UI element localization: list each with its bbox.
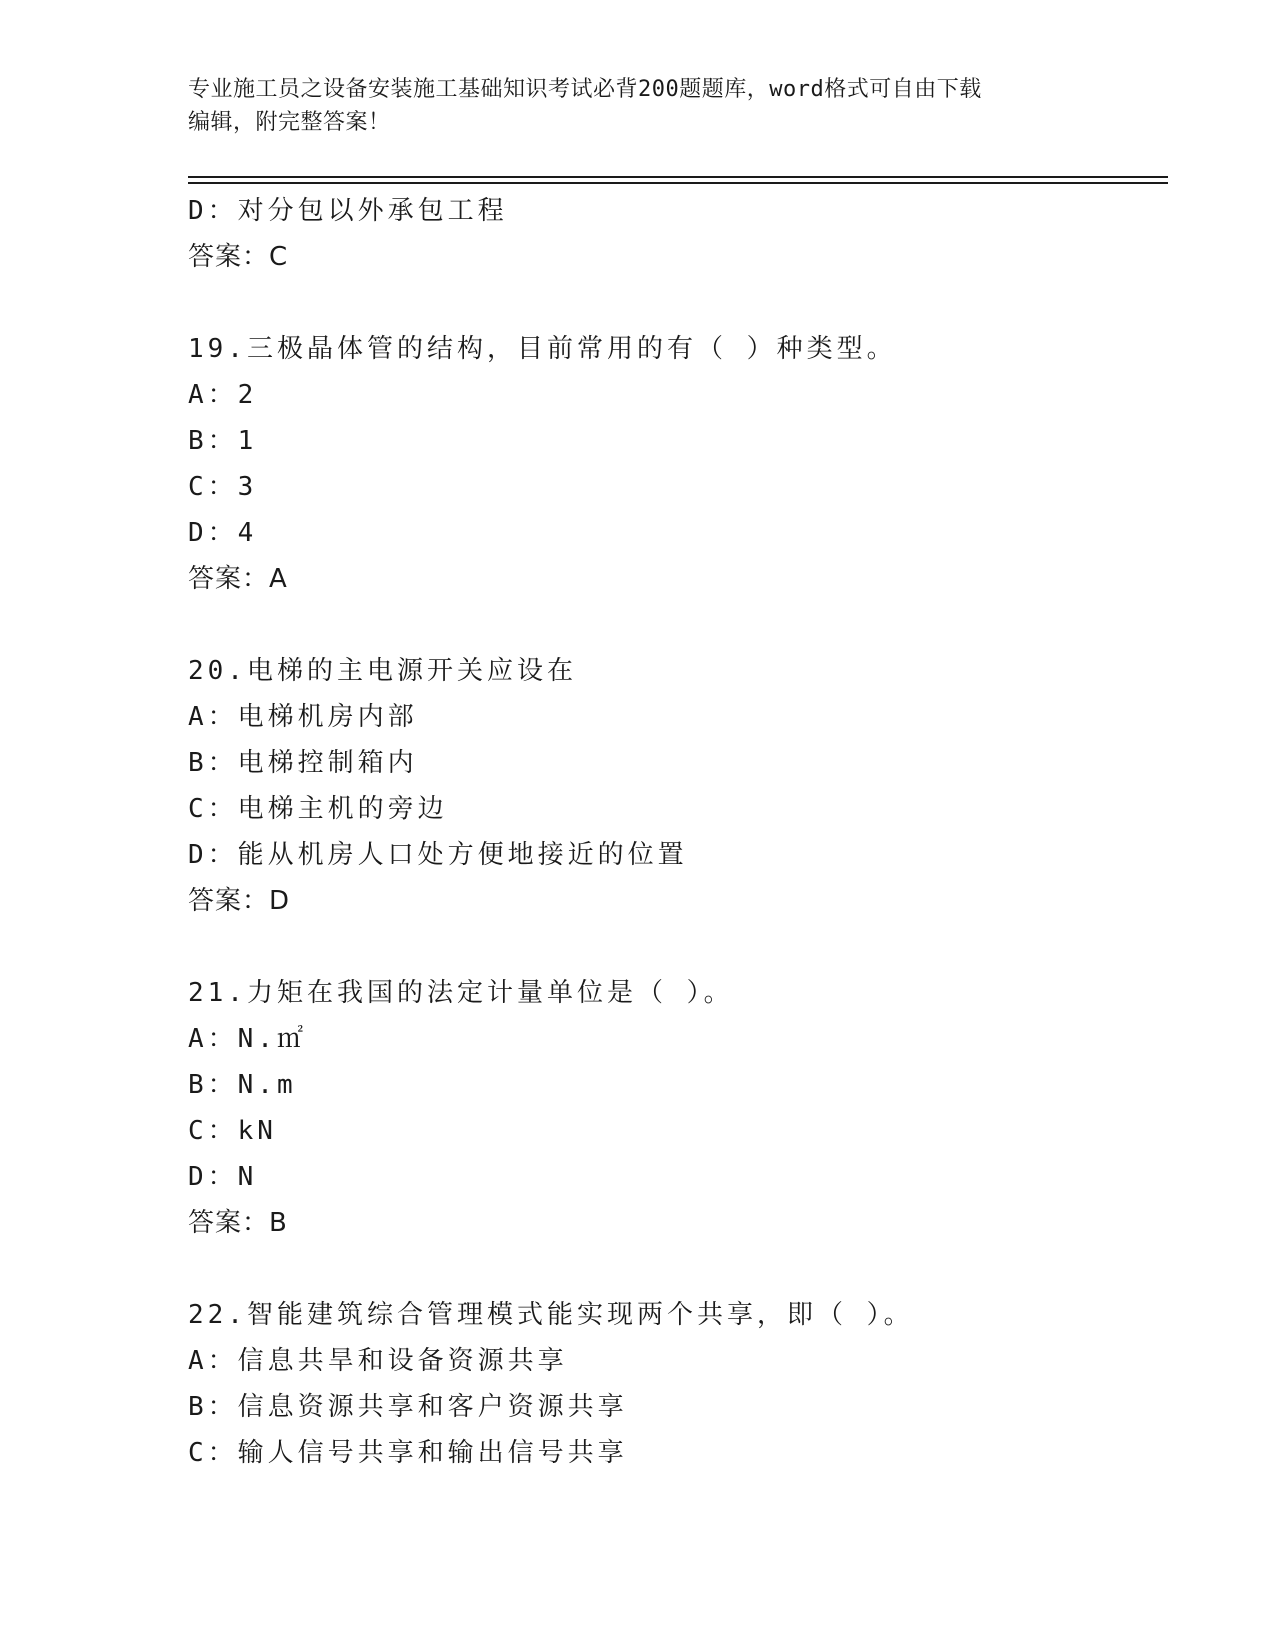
question-20	[188, 648, 1168, 924]
header-divider-bottom	[188, 182, 1168, 184]
answer-line: 答案：D	[188, 886, 291, 916]
question-22	[188, 1292, 1168, 1476]
option-b: B：电梯控制箱内	[188, 748, 418, 778]
option-a: A：2	[188, 380, 258, 410]
option-d: D：4	[188, 518, 258, 548]
question-stem: 19.三极晶体管的结构，目前常用的有（ ）种类型。	[188, 334, 897, 364]
question-list	[188, 188, 1168, 1476]
option-d: D：对分包以外承包工程	[188, 196, 508, 226]
answer-line: 答案：A	[188, 564, 288, 594]
option-c: C：输人信号共享和输出信号共享	[188, 1438, 628, 1468]
answer-line: 答案：C	[188, 242, 289, 272]
header-title-line-1: 专业施工员之设备安装施工基础知识考试必背200题题库，word格式可自由下载	[188, 77, 982, 102]
document-header	[188, 73, 1088, 139]
header-divider-top	[188, 176, 1168, 178]
question-stem: 21.力矩在我国的法定计量单位是（ ）。	[188, 978, 734, 1008]
previous-question-tail	[188, 188, 1168, 280]
question-21	[188, 970, 1168, 1246]
option-a: A：信息共旱和设备资源共享	[188, 1346, 568, 1376]
answer-line: 答案：B	[188, 1208, 288, 1238]
option-b: B：N.m	[188, 1070, 297, 1100]
option-a: A：N.㎡	[188, 1024, 307, 1054]
option-c: C：kN	[188, 1116, 277, 1146]
option-c: C：电梯主机的旁边	[188, 794, 448, 824]
option-c: C：3	[188, 472, 258, 502]
option-a: A：电梯机房内部	[188, 702, 418, 732]
question-stem: 22.智能建筑综合管理模式能实现两个共享，即（ ）。	[188, 1300, 914, 1330]
option-d: D：能从机房人口处方便地接近的位置	[188, 840, 688, 870]
question-19	[188, 326, 1168, 602]
option-d: D：N	[188, 1162, 258, 1192]
question-stem: 20.电梯的主电源开关应设在	[188, 656, 577, 686]
option-b: B：信息资源共享和客户资源共享	[188, 1392, 628, 1422]
header-title-line-2: 编辑，附完整答案！	[188, 110, 391, 135]
option-b: B：1	[188, 426, 258, 456]
